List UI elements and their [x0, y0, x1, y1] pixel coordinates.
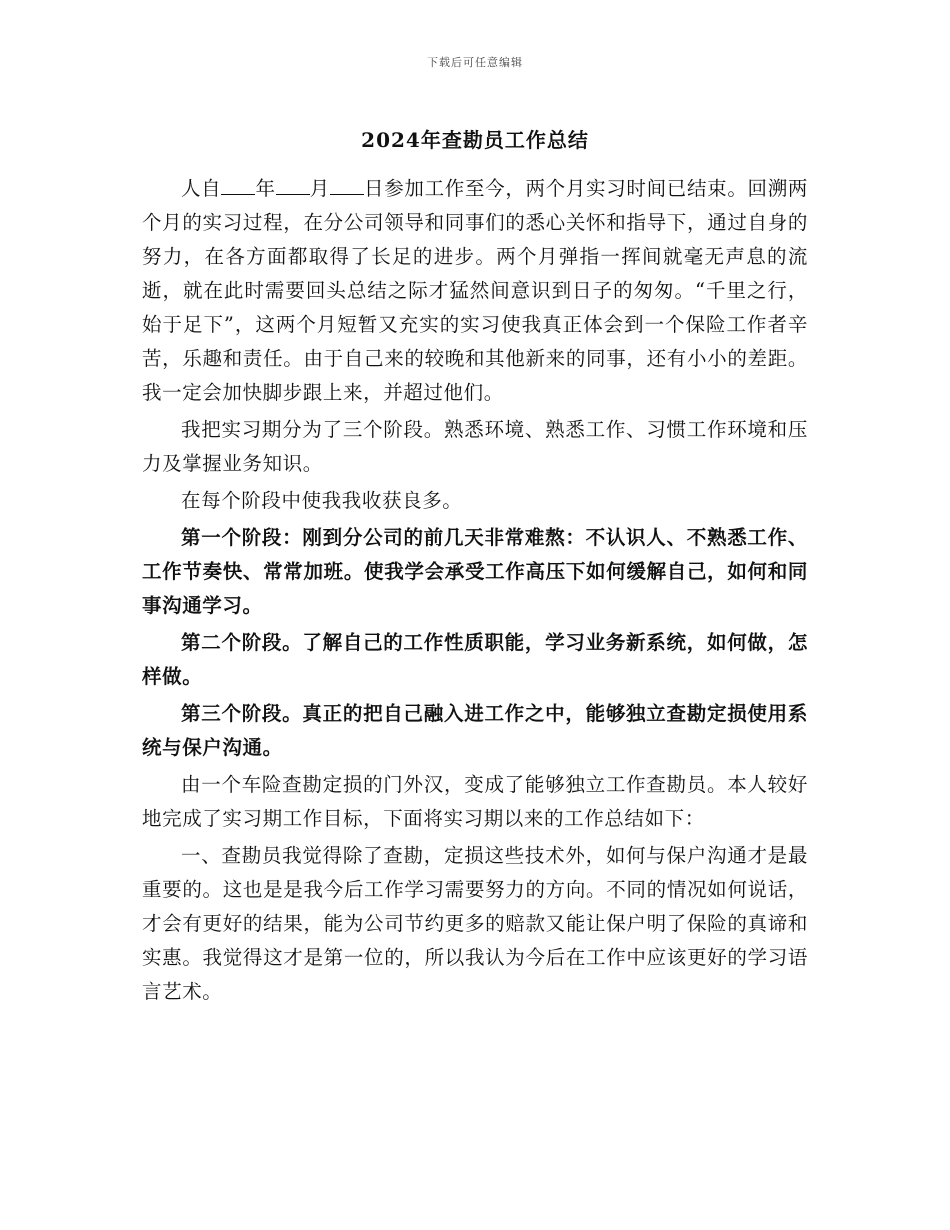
- paragraph-summary-intro: 由一个车险查勘定损的门外汉，变成了能够独立工作查勘员。本人较好地完成了实习期工作目标，下面将实习期以来的工作总结如下：: [142, 773, 808, 830]
- paragraph-stages-overview: 我把实习期分为了三个阶段。熟悉环境、熟悉工作、习惯工作环境和压力及掌握业务知识。: [142, 418, 808, 475]
- document-title: 2024年查勘员工作总结: [361, 128, 589, 152]
- paragraph-point-one: 一、查勘员我觉得除了查勘，定损这些技术外，如何与保户沟通才是最重要的。这也是是我今后工作学习需要努力的方向。不同的情况如何说话，才会有更好的结果，能为公司节约更多的赔款又能让保户明了保险的真谛和实惠。我觉得这才是第一位的，所以我认为今后在工作中应该更好的学习语言艺术。: [142, 844, 808, 1003]
- paragraph-stage-one: 第一个阶段：刚到分公司的前几天非常难熬：不认识人、不熟悉工作、工作节奏快、常常加班。使我学会承受工作高压下如何缓解自己，如何和同事沟通学习。: [142, 526, 808, 617]
- intro-text-3: 月: [309, 177, 330, 200]
- month-blank: [276, 176, 310, 195]
- paragraph-stage-three: 第三个阶段。真正的把自己融入进工作之中，能够独立查勘定损使用系统与保户沟通。: [142, 702, 808, 759]
- year-blank: [221, 176, 255, 195]
- day-blank: [330, 176, 364, 195]
- intro-paragraph: [142, 172, 808, 410]
- document-body: [142, 172, 808, 1012]
- paragraph-harvest: 在每个阶段中使我我收获良多。: [181, 489, 463, 512]
- intro-text-1: 人自: [181, 177, 222, 200]
- intro-text-4: 日参加工作至今，两个月实习时间已结束。回溯两个月的实习过程，在分公司领导和同事们的悉心关怀和指导下，通过自身的努力，在各方面都取得了长足的进步。两个月弹指一挥间就毫无声息的流逝，就在此时需要回头总结之际才猛然间意识到日子的匆匆。“千里之行，始于足下”，这两个月短暂又充实的实习使我真正体会到一个保险工作者辛苦，乐趣和责任。由于自己来的较晚和其他新来的同事，还有小小的差距。我一定会加快脚步跟上来，并超过他们。: [142, 177, 809, 404]
- intro-text-2: 年: [255, 177, 276, 200]
- paragraph-stage-two: 第二个阶段。了解自己的工作性质职能，学习业务新系统，如何做，怎样做。: [142, 631, 808, 688]
- header-note: 下载后可任意编辑: [427, 56, 523, 69]
